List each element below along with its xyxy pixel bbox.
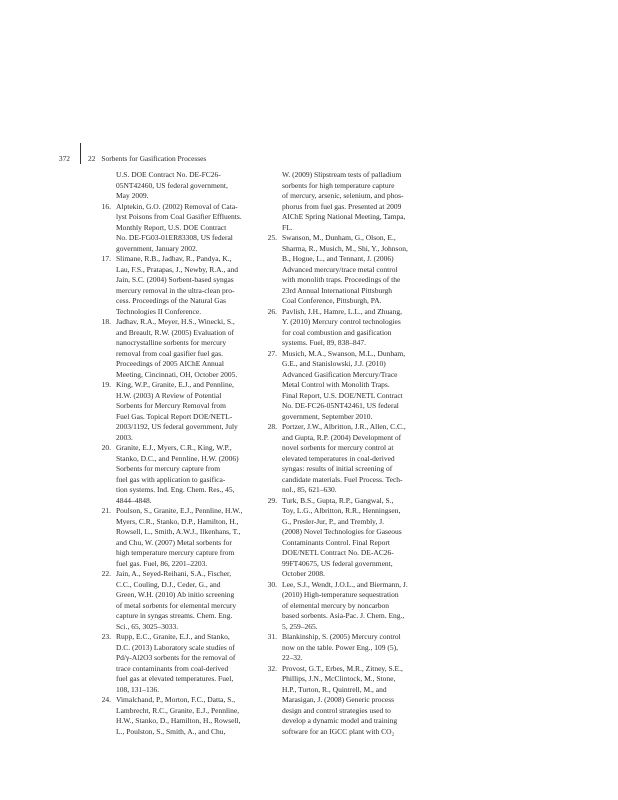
reference-line: nanocrystalline sorbents for mercury [116, 338, 227, 347]
reference-line: software for an IGCC plant with CO₂ [282, 726, 395, 736]
reference-line: lyst Poisons from Coal Gasifier Effluents. [116, 212, 242, 221]
reference-number: 32. [267, 663, 277, 673]
reference-line: Phillips, J.N., McClintock, M., Stone, [282, 674, 396, 683]
reference-line: Poulson, S., Granite, E.J., Pennline, H.W., [116, 506, 243, 515]
reference-line: Portzer, J.W., Albritton, J.R., Allen, C.C., [282, 422, 406, 431]
reference-line: Slimane, R.B., Jadhav, R., Pandya, K., [116, 254, 232, 263]
reference-line: 22–32. [282, 653, 303, 662]
reference-line: phorus from fuel gas. Presented at 2009 [282, 201, 402, 211]
reference-number: 22. [101, 569, 111, 578]
reference-line: novel sorbents for mercury control at [282, 443, 394, 452]
reference-number: 29. [267, 495, 277, 505]
reference-line: Pd/γ-Al2O3 sorbents for the removal of [116, 653, 236, 662]
reference-line: (2008) Novel Technologies for Gaseous [282, 527, 402, 536]
reference-line: King, W.P., Granite, E.J., and Pennline, [116, 380, 234, 389]
reference-line: Proceedings of 2005 AIChE Annual [116, 359, 224, 368]
reference-line: 5, 259–265. [282, 621, 318, 631]
reference-line: Monthly Report, U.S. DOE Contract [116, 222, 227, 232]
reference-entry [97, 170, 267, 202]
reference-line: of mercury, arsenic, selenium, and phos- [282, 191, 404, 200]
reference-number: 21. [101, 506, 111, 515]
reference-entry [97, 317, 267, 380]
reference-line: high temperature mercury capture from [116, 548, 235, 557]
reference-line: nol., 85, 621–630. [282, 485, 337, 494]
reference-line: Pavlish, J.H., Hamre, L.L., and Zhuang, [282, 306, 402, 316]
reference-line: mercury removal in the ultra-clean pro- [116, 285, 235, 295]
reference-line: H.P., Turton, R., Quintrell, M., and [282, 684, 387, 694]
reference-line: Green, W.H. (2010) Ab initio screening [116, 590, 235, 599]
reference-line: G., Presler-Jur, P., and Trembly, J. [282, 516, 384, 526]
reference-number: 26. [267, 306, 277, 316]
reference-line: Granite, E.J., Myers, C.R., King, W.P., [116, 443, 232, 452]
reference-line: Rupp, E.C., Granite, E.J., and Stanko, [116, 632, 230, 641]
reference-entry [263, 632, 433, 664]
reference-line: H.W., Stanko, D., Hamilton, H., Rowsell, [116, 716, 241, 725]
reference-line: Sci., 65, 3025–3033. [116, 621, 179, 631]
reference-line: Y. (2010) Mercury control technologies [282, 317, 401, 326]
reference-line: and Breault, R.W. (2005) Evaluation of [116, 327, 235, 337]
reference-line: removal from coal gasifier fuel gas. [116, 348, 224, 358]
reference-line: government, January 2002. [116, 243, 198, 253]
reference-line: fuel gas with application to gasifica- [116, 474, 226, 484]
reference-line: Lambrecht, R.C., Granite, E.J., Pennline, [116, 705, 240, 715]
reference-number: 25. [267, 233, 277, 242]
reference-entry [97, 569, 267, 632]
reference-line: for coal combustion and gasification [282, 327, 392, 337]
reference-number: 17. [101, 254, 111, 263]
reference-line: fuel gas. Fuel, 86, 2201–2203. [116, 558, 208, 568]
reference-line: Swanson, M., Dunham, G., Olson, E., [282, 233, 396, 242]
reference-line: Contaminants Control. Final Report [282, 537, 390, 547]
reference-line: candidate materials. Fuel Process. Tech- [282, 474, 403, 484]
reference-number: 24. [101, 695, 111, 704]
reference-line: Lau, F.S., Pratapas, J., Newby, R.A., and [116, 264, 239, 274]
reference-line: Final Report, U.S. DOE/NETL Contract [282, 390, 403, 400]
reference-line: Alptekin, G.O. (2002) Removal of Cata- [116, 201, 238, 211]
reference-entry [263, 170, 433, 233]
reference-line: D.C. (2013) Laboratory scale studies of [116, 642, 235, 652]
reference-line: Jain, A., Seyed-Reihani, S.A., Fischer, [116, 569, 232, 578]
reference-line: DOE/NETL Contract No. DE-AC26- [282, 548, 394, 557]
reference-line: fuel gas at elevated temperatures. Fuel, [116, 674, 234, 683]
reference-line: and Chu, W. (2007) Metal sorbents for [116, 537, 232, 547]
reference-line: W. (2009) Slipstream tests of palladium [282, 170, 402, 179]
reference-line: No. DE-FC26-05NT42461, US federal [282, 401, 399, 410]
reference-entry [97, 254, 267, 317]
reference-line: of elemental mercury by noncarbon [282, 600, 390, 610]
page-number: 372 [58, 153, 70, 163]
reference-entry [263, 664, 433, 738]
reference-line: Marasigan, J. (2008) Generic process [282, 695, 395, 704]
reference-line: Jadhav, R.A., Meyer, H.S., Winecki, S., [116, 317, 235, 326]
reference-line: 4844–4848. [116, 495, 152, 505]
reference-line: FL. [282, 222, 293, 232]
reference-line: 108, 131–136. [116, 684, 160, 694]
reference-entry [263, 422, 433, 496]
reference-line: Myers, C.R., Stanko, D.P., Hamilton, H., [116, 516, 239, 526]
reference-entry [97, 632, 267, 695]
chapter-title: Sorbents for Gasification Processes [101, 153, 207, 163]
reference-line: Musich, M.A., Swanson, M.L., Dunham, [282, 348, 406, 358]
reference-line: capture in syngas streams. Chem. Eng. [116, 611, 233, 620]
reference-number: 18. [101, 317, 111, 326]
reference-line: C.C., Couling, D.J., Ceder, G., and [116, 579, 221, 589]
reference-line: syngas: results of initial screening of [282, 464, 393, 473]
reference-line: based sorbents. Asia-Pac. J. Chem. Eng., [282, 611, 405, 620]
reference-entry [97, 695, 267, 737]
reference-entry [97, 443, 267, 506]
reference-number: 23. [101, 632, 111, 641]
reference-entry [263, 580, 433, 633]
reference-entry [97, 202, 267, 255]
reference-number: 16. [101, 201, 111, 211]
reference-line: Provost, G.T., Erbes, M.R., Zitney, S.E., [282, 663, 403, 673]
reference-line: government, September 2010. [282, 411, 373, 421]
reference-line: develop a dynamic model and training [282, 716, 398, 725]
reference-number: 30. [267, 579, 277, 589]
reference-line: trace contaminants from coal-derived [116, 663, 229, 673]
reference-line: May 2009. [116, 191, 149, 200]
reference-line: Advanced mercury/trace metal control [282, 264, 398, 274]
reference-line: 05NT42460, US federal government, [116, 180, 228, 190]
reference-number: 31. [267, 632, 277, 641]
reference-number: 20. [101, 443, 111, 452]
reference-number: 27. [267, 348, 277, 358]
reference-line: Toy, L.G., Albritton, R.R., Henningsen, [282, 506, 401, 515]
reference-line: Coal Conference, Pittsburgh, PA. [282, 296, 382, 305]
reference-line: AIChE Spring National Meeting, Tampa, [282, 212, 406, 221]
reference-entry [97, 380, 267, 443]
reference-line: Rowsell, L., Smith, A.W.J., Ilkenhans, T., [116, 527, 241, 536]
reference-line: Sharma, R., Musich, M., Shi, Y., Johnson, [282, 243, 408, 253]
reference-line: Technologies II Conference. [116, 306, 202, 316]
reference-line: sorbents for high temperature capture [282, 180, 395, 190]
reference-line: L., Poulston, S., Smith, A., and Chu, [116, 726, 226, 736]
reference-line: 99FT40675, US federal government, [282, 558, 393, 568]
reference-line: of metal sorbents for elemental mercury [116, 600, 237, 610]
reference-line: Sorbents for mercury capture from [116, 464, 221, 473]
reference-line: Lee, S.J., Wendt, J.O.L., and Biermann, J. [282, 579, 408, 589]
reference-line: 2003/1192, US federal government, July [116, 422, 238, 431]
reference-number: 28. [267, 422, 277, 431]
reference-line: Meeting, Cincinnati, OH, October 2005. [116, 369, 238, 379]
reference-line: U.S. DOE Contract No. DE-FC26- [116, 170, 221, 179]
reference-line: and Gupta, R.P. (2004) Development of [282, 432, 402, 442]
reference-line: No. DE-FG03-01ER83308, US federal [116, 233, 233, 242]
reference-line: with monolith traps. Proceedings of the [282, 275, 401, 284]
reference-line: October 2008. [282, 569, 325, 578]
reference-line: design and control strategies used to [282, 705, 391, 715]
reference-line: Stanko, D.C., and Pennline, H.W. (2006) [116, 453, 239, 463]
reference-line: Metal Control with Monolith Traps. [282, 380, 390, 389]
reference-number: 19. [101, 380, 111, 389]
reference-line: Sorbents for Mercury Removal from [116, 401, 226, 410]
reference-line: 2003. [116, 432, 133, 442]
reference-line: elevated temperatures in coal-derived [282, 453, 395, 463]
reference-line: G.E., and Stanislowski, J.J. (2010) [282, 359, 386, 368]
references-right-column [263, 170, 433, 737]
running-head [40, 150, 206, 166]
reference-entry [263, 307, 433, 349]
reference-line: systems. Fuel, 89, 838–847. [282, 338, 366, 347]
chapter-number: 22 [88, 153, 96, 163]
reference-line: H.W. (2003) A Review of Potential [116, 390, 222, 400]
reference-line: Jain, S.C. (2004) Sorbent-based syngas [116, 275, 234, 284]
reference-entry [97, 506, 267, 569]
reference-line: Turk, B.S., Gupta, R.P., Gangwal, S., [282, 495, 394, 505]
reference-line: now on the table. Power Eng., 109 (5), [282, 642, 399, 652]
reference-entry [263, 349, 433, 423]
reference-line: 23rd Annual International Pittsburgh [282, 285, 393, 295]
reference-entry [263, 233, 433, 307]
reference-line: Blankinship, S. (2005) Mercury control [282, 632, 401, 641]
reference-line: cess. Proceedings of the Natural Gas [116, 296, 226, 305]
reference-line: Advanced Gasification Mercury/Trace [282, 369, 398, 379]
reference-line: B., Hogue, L., and Tennant, J. (2006) [282, 254, 394, 263]
reference-line: Fuel Gas. Topical Report DOE/NETL- [116, 411, 233, 421]
references-left-column [97, 170, 267, 737]
reference-line: tion systems. Ind. Eng. Chem. Res., 45, [116, 485, 235, 494]
reference-entry [263, 496, 433, 580]
reference-line: (2010) High-temperature sequestration [282, 590, 399, 599]
reference-line: Vimalchand, P., Morton, F.C., Datta, S., [116, 695, 236, 704]
